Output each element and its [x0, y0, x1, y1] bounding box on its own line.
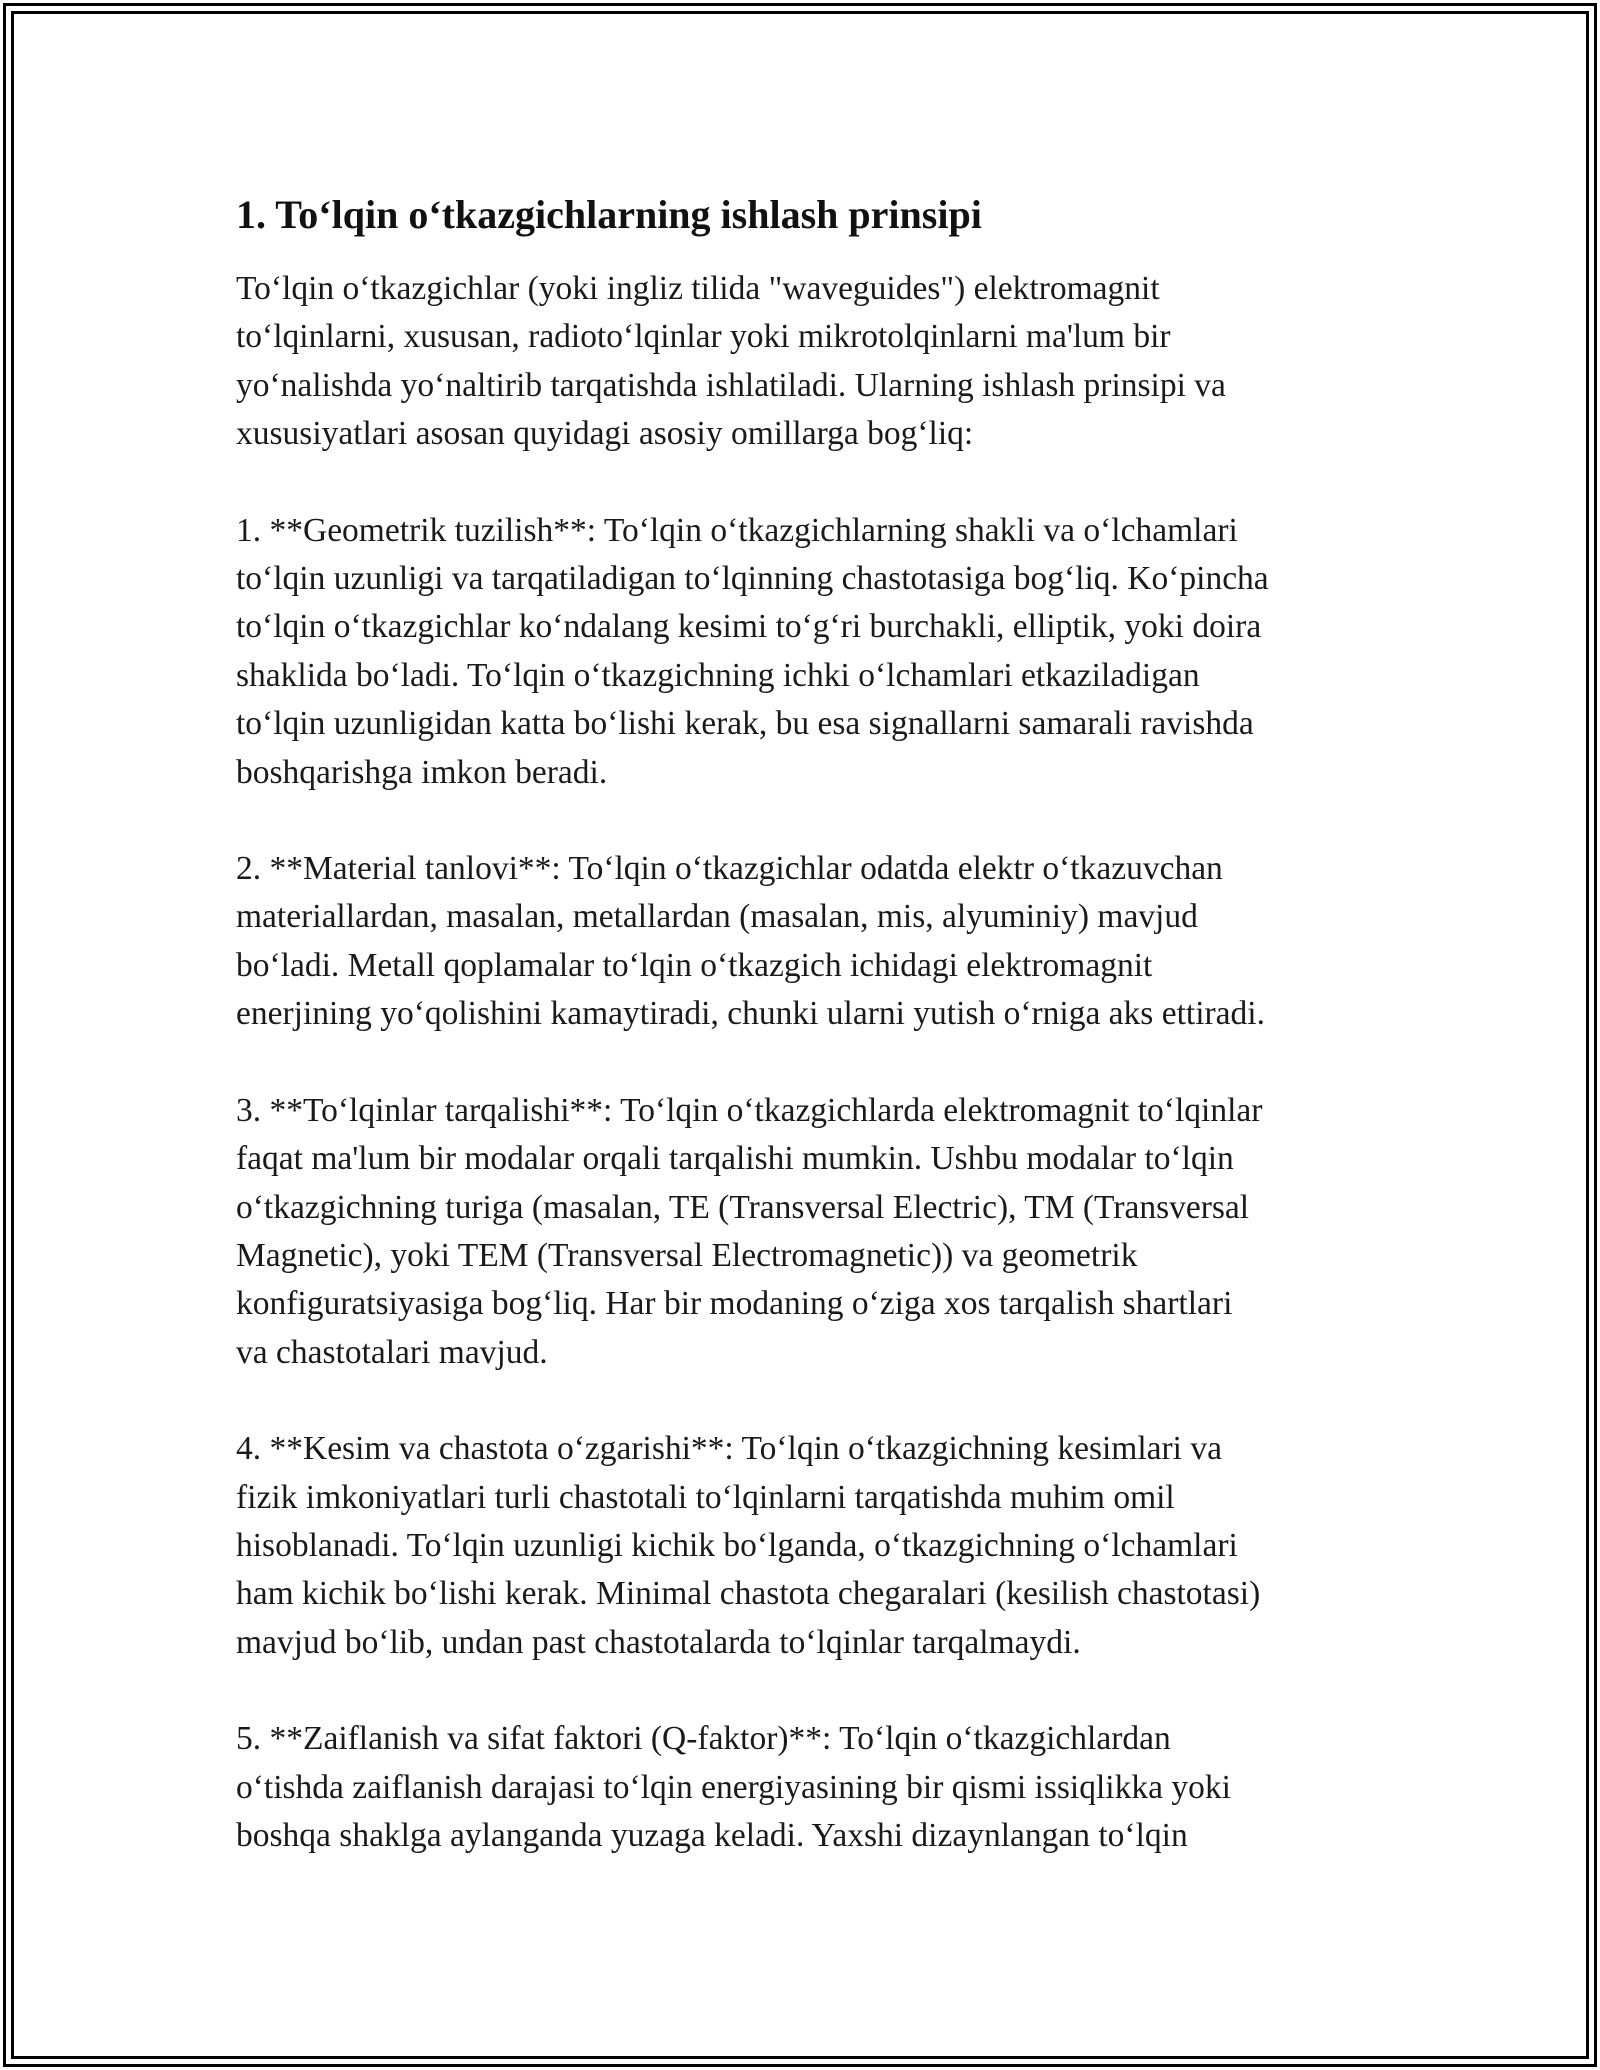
list-item-wave-propagation: 3. **To‘lqinlar tarqalishi**: To‘lqin o‘tkazgichlarda elektromagnit to‘lqinlar faqat ma'lum bir modalar orqali tarqalishi mumkin. Ushbu modalar to‘lqin o‘tkazgichning turiga (masalan, TE (Transversal Electric), TM (Transversal Magnetic), yoki TEM (Transversal Electromagnetic)) va geometrik konfiguratsiyasiga bog‘liq. Har bir modaning o‘ziga xos tarqalish shartlari va chastotalari mavjud. [236, 1091, 1263, 1371]
intro-paragraph: To‘lqin o‘tkazgichlar (yoki ingliz tilida "waveguides") elektromagnit to‘lqinlarni, xususan, radioto‘lqinlar yoki mikrotolqinlarni ma'lum bir yo‘nalishda yo‘naltirib tarqatishda ishlatiladi. Ularning ishlash prinsipi va xususiyatlari asosan quyidagi asosiy omillarga bog‘liq: [236, 270, 1226, 453]
list-item-cross-section-frequency: 4. **Kesim va chastota o‘zgarishi**: To‘lqin o‘tkazgichning kesimlari va fizik imkoniyatlari turli chastotali to‘lqinlarni tarqatishda muhim omil hisoblanadi. To‘lqin uzunligi kichik bo‘lganda, o‘tkazgichning o‘lchamlari ham kichik bo‘lishi kerak. Minimal chastota chegaralari (kesilish chastotasi) mavjud bo‘lib, undan past chastotalarda to‘lqinlar tarqalmaydi. [236, 1430, 1261, 1661]
list-item-geometric-structure: 1. **Geometrik tuzilish**: To‘lqin o‘tkazgichlarning shakli va o‘lchamlari to‘lqin uzunligi va tarqatiladigan to‘lqinning chastotasiga bog‘liq. Ko‘pincha to‘lqin o‘tkazgichlar ko‘ndalang kesimi to‘g‘ri burchakli, elliptik, yoki doira shaklida bo‘ladi. To‘lqin o‘tkazgichning ichki o‘lchamlari etkaziladigan to‘lqin uzunligidan katta bo‘lishi kerak, bu esa signallarni samarali ravishda boshqarishga imkon beradi. [236, 511, 1269, 791]
list-item-material-choice: 2. **Material tanlovi**: To‘lqin o‘tkazgichlar odatda elektr o‘tkazuvchan materiallardan, masalan, metallardan (masalan, mis, alyuminiy) mavjud bo‘ladi. Metall qoplamalar to‘lqin o‘tkazgich ichidagi elektromagnit enerjining yo‘qolishini kamaytiradi, chunki ularni yutish o‘rniga aks ettiradi. [236, 850, 1265, 1033]
section-heading: 1. To‘lqin o‘tkazgichlarning ishlash prinsipi [236, 192, 982, 237]
document-page [236, 185, 1376, 1908]
list-item-attenuation-q-factor: 5. **Zaiflanish va sifat faktori (Q-faktor)**: To‘lqin o‘tkazgichlardan o‘tishda zaiflanish darajasi to‘lqin energiyasining bir qismi issiqlikka yoki boshqa shaklga aylanganda yuzaga keladi. Yaxshi dizaynlangan to‘lqin [236, 1720, 1231, 1854]
